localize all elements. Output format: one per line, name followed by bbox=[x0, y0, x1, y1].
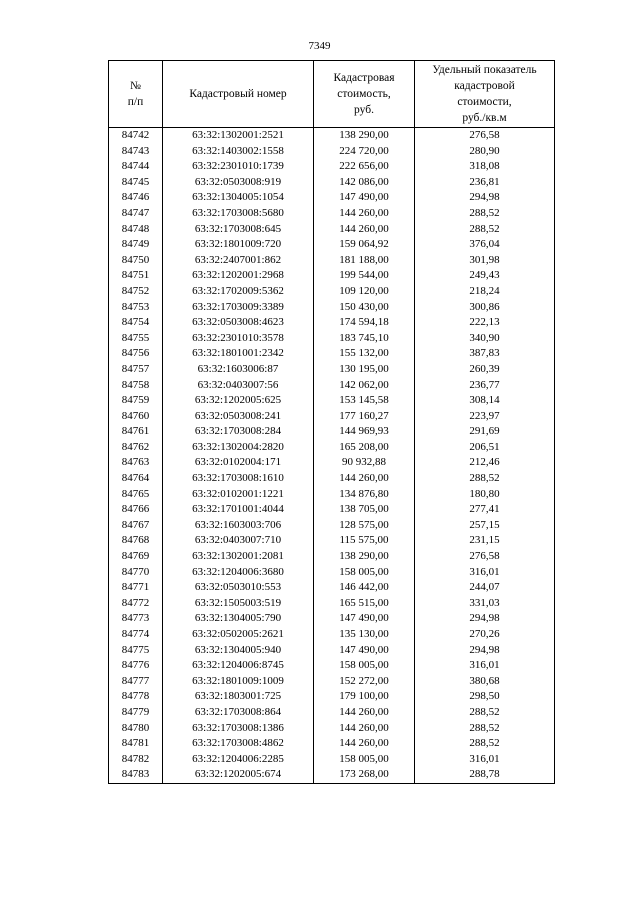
cell-cadastral-value: 158 005,00 bbox=[314, 752, 415, 768]
cell-cadastral-value: 153 145,58 bbox=[314, 393, 415, 409]
cell-specific-value: 294,98 bbox=[415, 611, 555, 627]
table-row bbox=[109, 643, 555, 659]
header-cadastral-number: Кадастровый номер bbox=[163, 61, 314, 128]
cadastral-table bbox=[108, 60, 555, 784]
cell-cadastral-number: 63:32:1703008:284 bbox=[163, 424, 314, 440]
cell-specific-value: 236,77 bbox=[415, 378, 555, 394]
table-row bbox=[109, 440, 555, 456]
cell-cadastral-number: 63:32:1202005:674 bbox=[163, 767, 314, 783]
cell-cadastral-number: 63:32:1801009:720 bbox=[163, 237, 314, 253]
cell-specific-value: 260,39 bbox=[415, 362, 555, 378]
cell-cadastral-number: 63:32:1304005:790 bbox=[163, 611, 314, 627]
cell-specific-value: 387,83 bbox=[415, 346, 555, 362]
cell-index: 84749 bbox=[109, 237, 163, 253]
table-row bbox=[109, 549, 555, 565]
table-row bbox=[109, 658, 555, 674]
table-row bbox=[109, 268, 555, 284]
cell-index: 84781 bbox=[109, 736, 163, 752]
table-row bbox=[109, 175, 555, 191]
table-row bbox=[109, 689, 555, 705]
cell-cadastral-number: 63:32:1801009:1009 bbox=[163, 674, 314, 690]
cell-index: 84769 bbox=[109, 549, 163, 565]
table-row bbox=[109, 206, 555, 222]
cell-specific-value: 331,03 bbox=[415, 596, 555, 612]
cell-index: 84760 bbox=[109, 409, 163, 425]
cell-index: 84783 bbox=[109, 767, 163, 783]
cell-cadastral-number: 63:32:1703008:1610 bbox=[163, 471, 314, 487]
cell-cadastral-number: 63:32:1703008:4862 bbox=[163, 736, 314, 752]
table-body bbox=[109, 128, 555, 784]
cell-cadastral-number: 63:32:1302001:2521 bbox=[163, 128, 314, 144]
cell-specific-value: 318,08 bbox=[415, 159, 555, 175]
cell-cadastral-number: 63:32:1803001:725 bbox=[163, 689, 314, 705]
cell-index: 84757 bbox=[109, 362, 163, 378]
cell-specific-value: 308,14 bbox=[415, 393, 555, 409]
cell-cadastral-value: 138 290,00 bbox=[314, 128, 415, 144]
cell-index: 84765 bbox=[109, 487, 163, 503]
table-row bbox=[109, 237, 555, 253]
cell-index: 84743 bbox=[109, 144, 163, 160]
cell-cadastral-number: 63:32:1603003:706 bbox=[163, 518, 314, 534]
cell-index: 84762 bbox=[109, 440, 163, 456]
table-row bbox=[109, 627, 555, 643]
cell-index: 84742 bbox=[109, 128, 163, 144]
cell-index: 84782 bbox=[109, 752, 163, 768]
cell-cadastral-number: 63:32:1302004:2820 bbox=[163, 440, 314, 456]
cell-cadastral-value: 224 720,00 bbox=[314, 144, 415, 160]
table-row bbox=[109, 580, 555, 596]
cell-specific-value: 288,52 bbox=[415, 721, 555, 737]
cell-cadastral-number: 63:32:0503008:241 bbox=[163, 409, 314, 425]
cell-cadastral-value: 183 745,10 bbox=[314, 331, 415, 347]
cell-specific-value: 301,98 bbox=[415, 253, 555, 269]
cell-specific-value: 277,41 bbox=[415, 502, 555, 518]
cell-index: 84746 bbox=[109, 190, 163, 206]
table-row bbox=[109, 611, 555, 627]
cell-cadastral-number: 63:32:0403007:56 bbox=[163, 378, 314, 394]
cell-cadastral-number: 63:32:1703008:864 bbox=[163, 705, 314, 721]
cell-index: 84750 bbox=[109, 253, 163, 269]
cell-specific-value: 218,24 bbox=[415, 284, 555, 300]
cell-specific-value: 316,01 bbox=[415, 752, 555, 768]
table-row bbox=[109, 222, 555, 238]
cell-specific-value: 300,86 bbox=[415, 300, 555, 316]
cell-cadastral-number: 63:32:1204006:8745 bbox=[163, 658, 314, 674]
cell-cadastral-value: 144 260,00 bbox=[314, 705, 415, 721]
cell-index: 84770 bbox=[109, 565, 163, 581]
table-row bbox=[109, 409, 555, 425]
cell-cadastral-value: 222 656,00 bbox=[314, 159, 415, 175]
cell-specific-value: 244,07 bbox=[415, 580, 555, 596]
cell-cadastral-number: 63:32:2301010:3578 bbox=[163, 331, 314, 347]
cell-specific-value: 298,50 bbox=[415, 689, 555, 705]
cell-cadastral-value: 177 160,27 bbox=[314, 409, 415, 425]
cell-specific-value: 212,46 bbox=[415, 455, 555, 471]
header-specific-value: Удельный показатель кадастровой стоимости, руб./кв.м bbox=[415, 61, 555, 128]
table-row bbox=[109, 487, 555, 503]
cell-cadastral-number: 63:32:1204006:2285 bbox=[163, 752, 314, 768]
cell-specific-value: 288,52 bbox=[415, 736, 555, 752]
cell-specific-value: 316,01 bbox=[415, 565, 555, 581]
table-row bbox=[109, 190, 555, 206]
cell-cadastral-number: 63:32:1302001:2081 bbox=[163, 549, 314, 565]
cell-cadastral-value: 179 100,00 bbox=[314, 689, 415, 705]
header-row bbox=[109, 61, 555, 128]
cell-index: 84753 bbox=[109, 300, 163, 316]
cell-index: 84776 bbox=[109, 658, 163, 674]
cell-cadastral-number: 63:32:1703008:645 bbox=[163, 222, 314, 238]
cell-cadastral-value: 144 969,93 bbox=[314, 424, 415, 440]
cell-cadastral-number: 63:32:1505003:519 bbox=[163, 596, 314, 612]
cell-specific-value: 236,81 bbox=[415, 175, 555, 191]
cell-specific-value: 294,98 bbox=[415, 643, 555, 659]
cell-cadastral-number: 63:32:1304005:1054 bbox=[163, 190, 314, 206]
cell-cadastral-value: 150 430,00 bbox=[314, 300, 415, 316]
cell-index: 84745 bbox=[109, 175, 163, 191]
cell-cadastral-value: 144 260,00 bbox=[314, 736, 415, 752]
cell-specific-value: 180,80 bbox=[415, 487, 555, 503]
cell-index: 84748 bbox=[109, 222, 163, 238]
cell-specific-value: 288,52 bbox=[415, 705, 555, 721]
cell-cadastral-value: 144 260,00 bbox=[314, 471, 415, 487]
cell-cadastral-number: 63:32:1703008:5680 bbox=[163, 206, 314, 222]
table-row bbox=[109, 596, 555, 612]
cell-index: 84780 bbox=[109, 721, 163, 737]
cell-cadastral-value: 181 188,00 bbox=[314, 253, 415, 269]
cell-index: 84774 bbox=[109, 627, 163, 643]
table-row bbox=[109, 159, 555, 175]
table-row bbox=[109, 128, 555, 144]
table-row bbox=[109, 502, 555, 518]
cell-cadastral-number: 63:32:1403002:1558 bbox=[163, 144, 314, 160]
cell-specific-value: 316,01 bbox=[415, 658, 555, 674]
cell-cadastral-number: 63:32:0503010:553 bbox=[163, 580, 314, 596]
cell-cadastral-value: 159 064,92 bbox=[314, 237, 415, 253]
cell-cadastral-value: 158 005,00 bbox=[314, 565, 415, 581]
cell-index: 84768 bbox=[109, 533, 163, 549]
table-row bbox=[109, 144, 555, 160]
cell-cadastral-value: 155 132,00 bbox=[314, 346, 415, 362]
table-row bbox=[109, 424, 555, 440]
cell-cadastral-value: 90 932,88 bbox=[314, 455, 415, 471]
table-header bbox=[109, 61, 555, 128]
table-row bbox=[109, 315, 555, 331]
cell-cadastral-value: 147 490,00 bbox=[314, 190, 415, 206]
cell-cadastral-value: 144 260,00 bbox=[314, 721, 415, 737]
cell-specific-value: 288,52 bbox=[415, 222, 555, 238]
cell-index: 84755 bbox=[109, 331, 163, 347]
cell-cadastral-number: 63:32:0503008:919 bbox=[163, 175, 314, 191]
cell-cadastral-number: 63:32:1304005:940 bbox=[163, 643, 314, 659]
cell-specific-value: 288,52 bbox=[415, 471, 555, 487]
cell-index: 84747 bbox=[109, 206, 163, 222]
cell-specific-value: 280,90 bbox=[415, 144, 555, 160]
cell-cadastral-value: 147 490,00 bbox=[314, 611, 415, 627]
cell-cadastral-value: 165 208,00 bbox=[314, 440, 415, 456]
cell-cadastral-value: 174 594,18 bbox=[314, 315, 415, 331]
cell-index: 84764 bbox=[109, 471, 163, 487]
cell-index: 84763 bbox=[109, 455, 163, 471]
cell-index: 84752 bbox=[109, 284, 163, 300]
cell-index: 84744 bbox=[109, 159, 163, 175]
cell-specific-value: 340,90 bbox=[415, 331, 555, 347]
cell-cadastral-number: 63:32:1202005:625 bbox=[163, 393, 314, 409]
cell-specific-value: 276,58 bbox=[415, 549, 555, 565]
table-row bbox=[109, 674, 555, 690]
cell-index: 84767 bbox=[109, 518, 163, 534]
cell-cadastral-value: 146 442,00 bbox=[314, 580, 415, 596]
cell-specific-value: 288,78 bbox=[415, 767, 555, 783]
table-row bbox=[109, 752, 555, 768]
table-row bbox=[109, 705, 555, 721]
cell-cadastral-number: 63:32:1603006:87 bbox=[163, 362, 314, 378]
table-row bbox=[109, 533, 555, 549]
table-row bbox=[109, 393, 555, 409]
table-row bbox=[109, 471, 555, 487]
table-row bbox=[109, 284, 555, 300]
cell-cadastral-value: 134 876,80 bbox=[314, 487, 415, 503]
cell-specific-value: 231,15 bbox=[415, 533, 555, 549]
cell-cadastral-value: 128 575,00 bbox=[314, 518, 415, 534]
cell-cadastral-value: 142 086,00 bbox=[314, 175, 415, 191]
cell-specific-value: 376,04 bbox=[415, 237, 555, 253]
cell-cadastral-value: 135 130,00 bbox=[314, 627, 415, 643]
cell-index: 84775 bbox=[109, 643, 163, 659]
cell-index: 84758 bbox=[109, 378, 163, 394]
cell-cadastral-number: 63:32:1204006:3680 bbox=[163, 565, 314, 581]
cell-specific-value: 380,68 bbox=[415, 674, 555, 690]
cell-index: 84771 bbox=[109, 580, 163, 596]
cell-index: 84778 bbox=[109, 689, 163, 705]
cell-index: 84766 bbox=[109, 502, 163, 518]
cell-cadastral-value: 144 260,00 bbox=[314, 206, 415, 222]
cell-cadastral-value: 199 544,00 bbox=[314, 268, 415, 284]
cell-cadastral-value: 158 005,00 bbox=[314, 658, 415, 674]
cell-specific-value: 270,26 bbox=[415, 627, 555, 643]
cell-specific-value: 222,13 bbox=[415, 315, 555, 331]
cell-specific-value: 291,69 bbox=[415, 424, 555, 440]
cell-cadastral-number: 63:32:0102004:171 bbox=[163, 455, 314, 471]
table-row bbox=[109, 331, 555, 347]
table-row bbox=[109, 378, 555, 394]
cell-cadastral-number: 63:32:0502005:2621 bbox=[163, 627, 314, 643]
table-row bbox=[109, 565, 555, 581]
table-row bbox=[109, 300, 555, 316]
cell-cadastral-number: 63:32:1703009:3389 bbox=[163, 300, 314, 316]
cell-cadastral-value: 109 120,00 bbox=[314, 284, 415, 300]
cell-cadastral-value: 138 705,00 bbox=[314, 502, 415, 518]
table-row bbox=[109, 455, 555, 471]
cell-cadastral-value: 144 260,00 bbox=[314, 222, 415, 238]
cell-cadastral-number: 63:32:1703008:1386 bbox=[163, 721, 314, 737]
cell-specific-value: 206,51 bbox=[415, 440, 555, 456]
table-row bbox=[109, 362, 555, 378]
cell-specific-value: 294,98 bbox=[415, 190, 555, 206]
cell-index: 84759 bbox=[109, 393, 163, 409]
cell-cadastral-value: 138 290,00 bbox=[314, 549, 415, 565]
cell-cadastral-number: 63:32:1801001:2342 bbox=[163, 346, 314, 362]
cell-cadastral-number: 63:32:1702009:5362 bbox=[163, 284, 314, 300]
cell-cadastral-number: 63:32:2301010:1739 bbox=[163, 159, 314, 175]
table-row bbox=[109, 253, 555, 269]
table-row bbox=[109, 767, 555, 783]
cell-index: 84779 bbox=[109, 705, 163, 721]
page-number: 7349 bbox=[308, 40, 331, 52]
cell-specific-value: 249,43 bbox=[415, 268, 555, 284]
cell-specific-value: 223,97 bbox=[415, 409, 555, 425]
table-row bbox=[109, 518, 555, 534]
cell-cadastral-number: 63:32:0403007:710 bbox=[163, 533, 314, 549]
header-cadastral-value: Кадастровая стоимость, руб. bbox=[314, 61, 415, 128]
cell-specific-value: 276,58 bbox=[415, 128, 555, 144]
cell-index: 84756 bbox=[109, 346, 163, 362]
cell-index: 84751 bbox=[109, 268, 163, 284]
table-row bbox=[109, 346, 555, 362]
table-row bbox=[109, 721, 555, 737]
cell-cadastral-number: 63:32:1701001:4044 bbox=[163, 502, 314, 518]
cell-cadastral-value: 165 515,00 bbox=[314, 596, 415, 612]
cell-cadastral-value: 147 490,00 bbox=[314, 643, 415, 659]
cell-cadastral-value: 173 268,00 bbox=[314, 767, 415, 783]
cell-specific-value: 288,52 bbox=[415, 206, 555, 222]
cell-index: 84754 bbox=[109, 315, 163, 331]
cell-index: 84772 bbox=[109, 596, 163, 612]
cell-index: 84761 bbox=[109, 424, 163, 440]
cell-cadastral-number: 63:32:0503008:4623 bbox=[163, 315, 314, 331]
table-row bbox=[109, 736, 555, 752]
cell-cadastral-number: 63:32:1202001:2968 bbox=[163, 268, 314, 284]
cell-cadastral-number: 63:32:2407001:862 bbox=[163, 253, 314, 269]
cell-index: 84773 bbox=[109, 611, 163, 627]
cell-cadastral-value: 115 575,00 bbox=[314, 533, 415, 549]
header-index: № п/п bbox=[109, 61, 163, 128]
cell-cadastral-value: 130 195,00 bbox=[314, 362, 415, 378]
cell-cadastral-value: 152 272,00 bbox=[314, 674, 415, 690]
cell-cadastral-value: 142 062,00 bbox=[314, 378, 415, 394]
cell-specific-value: 257,15 bbox=[415, 518, 555, 534]
cell-index: 84777 bbox=[109, 674, 163, 690]
cell-cadastral-number: 63:32:0102001:1221 bbox=[163, 487, 314, 503]
